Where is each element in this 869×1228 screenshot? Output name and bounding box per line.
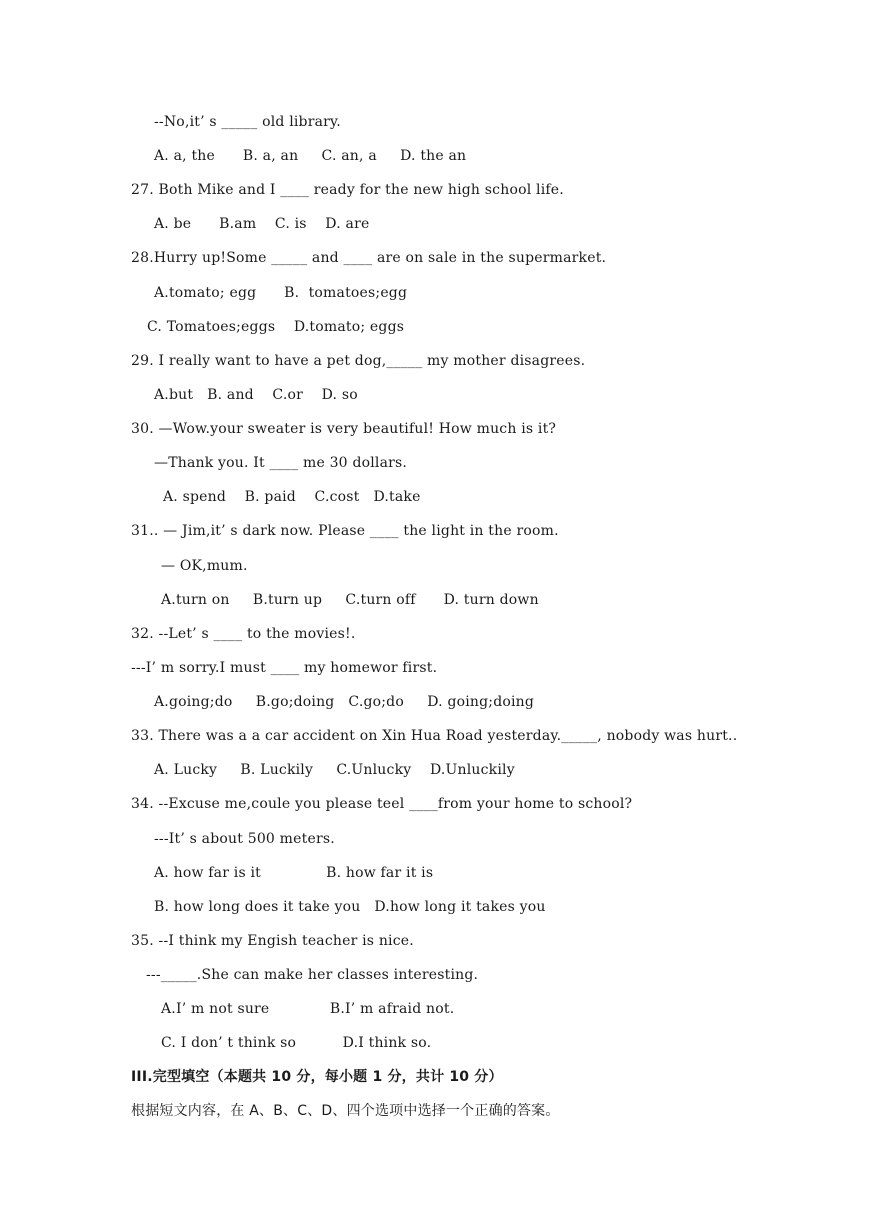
question-29-stem: 29. I really want to have a pet dog,_____ my mother disagrees. (131, 353, 586, 369)
question-31-options: A.turn on B.turn up C.turn off D. turn down (161, 592, 539, 608)
question-35-options-row1: A.I’ m not sure B.I’ m afraid not. (161, 1001, 455, 1017)
question-34-stem: 34. --Excuse me,coule you please teel ____from your home to school? (131, 796, 633, 812)
question-31-reply: — OK,mum. (161, 558, 248, 574)
question-28-options-row2: C. Tomatoes;eggs D.tomato; eggs (147, 319, 405, 335)
question-27-stem: 27. Both Mike and I ____ ready for the new high school life. (131, 182, 564, 198)
question-30-options: A. spend B. paid C.cost D.take (163, 489, 421, 505)
question-32-stem: 32. --Let’ s ____ to the movies!. (131, 626, 356, 642)
question-34-reply: ---It’ s about 500 meters. (154, 831, 335, 847)
question-32-reply: ---I’ m sorry.I must ____ my homewor first. (131, 660, 438, 676)
question-35-reply: ---_____.She can make her classes interesting. (146, 967, 479, 983)
question-27-options: A. be B.am C. is D. are (154, 216, 370, 232)
question-30-reply: —Thank you. It ____ me 30 dollars. (154, 455, 408, 471)
question-28-stem: 28.Hurry up!Some _____ and ____ are on sale in the supermarket. (131, 250, 607, 266)
section-heading: III.完型填空（本题共 10 分，每小题 1 分，共计 10 分） (131, 1069, 503, 1085)
question-34-options-row1: A. how far is it B. how far it is (154, 865, 434, 881)
question-33-options: A. Lucky B. Luckily C.Unlucky D.Unluckily (154, 762, 515, 778)
question-28-options-row1: A.tomato; egg B. tomatoes;egg (154, 285, 408, 301)
question-32-options: A.going;do B.go;doing C.go;do D. going;doing (154, 694, 535, 710)
question-35-stem: 35. --I think my Engish teacher is nice. (131, 933, 414, 949)
question-34-options-row2: B. how long does it take you D.how long it takes you (154, 899, 546, 915)
question-26-options: A. a, the B. a, an C. an, a D. the an (154, 148, 467, 164)
question-35-options-row2: C. I don’ t think so D.I think so. (161, 1035, 432, 1051)
section-instruction: 根据短文内容，在 A、B、C、D、四个选项中选择一个正确的答案。 (131, 1103, 560, 1119)
question-33-stem: 33. There was a a car accident on Xin Hua Road yesterday._____, nobody was hurt.. (131, 728, 738, 744)
question-30-stem: 30. —Wow.your sweater is very beautiful! How much is it? (131, 421, 557, 437)
question-26-dialogue-answer: --No,it’ s _____ old library. (154, 114, 341, 130)
question-29-options: A.but B. and C.or D. so (154, 387, 358, 403)
question-31-stem: 31.. — Jim,it’ s dark now. Please ____ the light in the room. (131, 523, 559, 539)
